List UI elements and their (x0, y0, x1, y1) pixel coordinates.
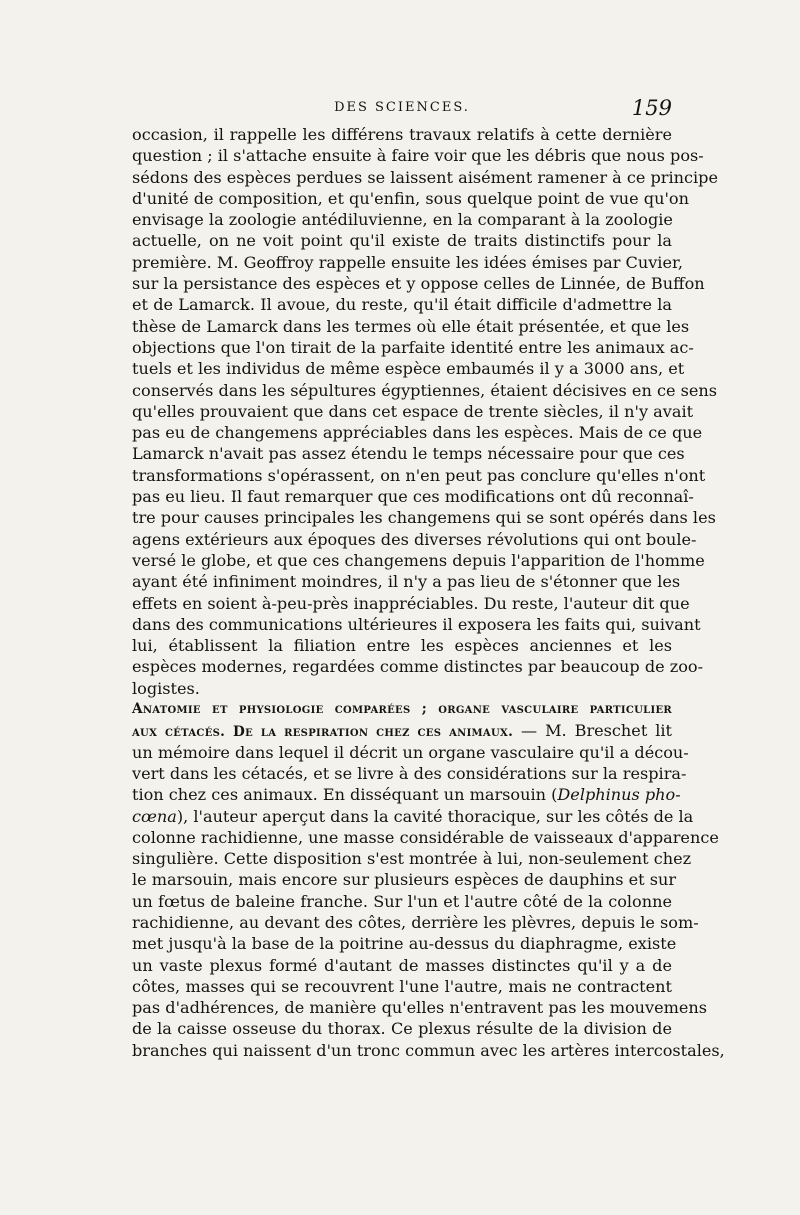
text-line: pas eu de changemens appréciables dans les espèces. Mais de ce que (132, 423, 703, 443)
text-line: tre pour causes principales les changemens qui se sont opérés dans les (132, 508, 716, 528)
text-line: lui, établissent la filiation entre les espèces anciennes et les (132, 636, 672, 656)
body-text (132, 124, 725, 1061)
text-line: qu'elles prouvaient que dans cet espace de trente siècles, il n'y avait (132, 401, 694, 421)
text-line: envisage la zoologie antédiluvienne, en la comparant à la zoologie (132, 210, 673, 230)
text-line: un mémoire dans lequel il décrit un organe vasculaire qu'il a décou- (132, 742, 689, 762)
section-heading-line2: aux cétacés. De la respiration chez ces animaux. (132, 724, 514, 741)
text-line: colonne rachidienne, une masse considérable de vaisseaux d'apparence (132, 827, 719, 847)
text-line: tuels et les individus de même espèce embaumés il y a 3000 ans, et (132, 359, 685, 379)
text-line: ayant été infiniment moindres, il n'y a pas lieu de s'étonner que les (132, 572, 681, 592)
text-line: pas d'adhérences, de manière qu'elles n'entravent pas les mouvemens (132, 998, 708, 1018)
text-line: occasion, il rappelle les différens travaux relatifs à cette dernière (132, 125, 672, 144)
page-number: 159 (631, 96, 672, 120)
species-name: cœna (132, 806, 177, 826)
text-line: Lamarck n'avait pas assez étendu le temps nécessaire pour que ces (132, 444, 685, 464)
text-line: vert dans les cétacés, et se livre à des considérations sur la respira- (132, 763, 687, 783)
text-line: le marsouin, mais encore sur plusieurs espèces de dauphins et sur (132, 870, 677, 890)
text-line: dans des communications ultérieures il exposera les faits qui, suivant (132, 614, 701, 634)
text-line: rachidienne, au devant des côtes, derrière les plèvres, depuis le som- (132, 912, 699, 932)
text-line: agens extérieurs aux époques des diverses révolutions qui ont boule- (132, 529, 697, 549)
text-line: met jusqu'à la base de la poitrine au-dessus du diaphragme, existe (132, 934, 677, 954)
text-segment: tion chez ces animaux. En disséquant un marsouin ( (132, 785, 558, 805)
text-line: un fœtus de baleine franche. Sur l'un et l'autre côté de la colonne (132, 891, 672, 911)
page-header (132, 96, 672, 122)
running-head: DES SCIENCES. (334, 100, 470, 115)
text-line: objections que l'on tirait de la parfaite identité entre les animaux ac- (132, 337, 694, 357)
text-line: pas eu lieu. Il faut remarquer que ces modifications ont dû reconnaî- (132, 487, 694, 507)
text-segment: ), l'auteur aperçut dans la cavité thoracique, sur les côtés de la (176, 806, 694, 826)
text-line: actuelle, on ne voit point qu'il existe de traits distinctifs pour la (132, 231, 672, 251)
section-heading (132, 699, 672, 720)
text-line: effets en soient à-peu-près inappréciables. Du reste, l'auteur dit que (132, 593, 690, 613)
text-line (132, 784, 681, 805)
text-line: de la caisse osseuse du thorax. Ce plexus résulte de la division de (132, 1019, 672, 1039)
text-line: versé le globe, et que ces changemens depuis l'apparition de l'homme (132, 550, 705, 570)
text-line: logistes. (132, 678, 200, 698)
section-heading-author: — M. Breschet lit (513, 721, 672, 741)
text-line (132, 806, 694, 827)
text-line: espèces modernes, regardées comme distinctes par beaucoup de zoo- (132, 657, 704, 677)
text-line: d'unité de composition, et qu'enfin, sous quelque point de vue qu'on (132, 188, 689, 208)
text-line: question ; il s'attache ensuite à faire voir que les débris que nous pos- (132, 146, 704, 166)
text-line: sédons des espèces perdues se laissent aisément ramener à ce principe (132, 167, 718, 187)
text-line: conservés dans les sépultures égyptiennes, étaient décisives en ce sens (132, 380, 718, 400)
section-heading-line1: Anatomie et physiologie comparées ; organe vasculaire particulier (132, 701, 672, 718)
text-line: branches qui naissent d'un tronc commun avec les artères intercostales, (132, 1040, 725, 1060)
text-line: et de Lamarck. Il avoue, du reste, qu'il était difficile d'admettre la (132, 295, 672, 315)
species-name: Delphinus pho- (557, 785, 681, 805)
text-line: singulière. Cette disposition s'est montrée à lui, non-seulement chez (132, 849, 692, 869)
text-line: première. M. Geoffroy rappelle ensuite les idées émises par Cuvier, (132, 252, 684, 272)
section-heading-second-line (132, 720, 672, 741)
text-line: un vaste plexus formé d'autant de masses distinctes qu'il y a de (132, 955, 672, 975)
text-line: transformations s'opérassent, on n'en peut pas conclure qu'elles n'ont (132, 465, 706, 485)
text-line: sur la persistance des espèces et y oppose celles de Linnée, de Buffon (132, 274, 705, 294)
text-line: thèse de Lamarck dans les termes où elle était présentée, et que les (132, 316, 690, 336)
text-line: côtes, masses qui se recouvrent l'une l'autre, mais ne contractent (132, 976, 672, 996)
